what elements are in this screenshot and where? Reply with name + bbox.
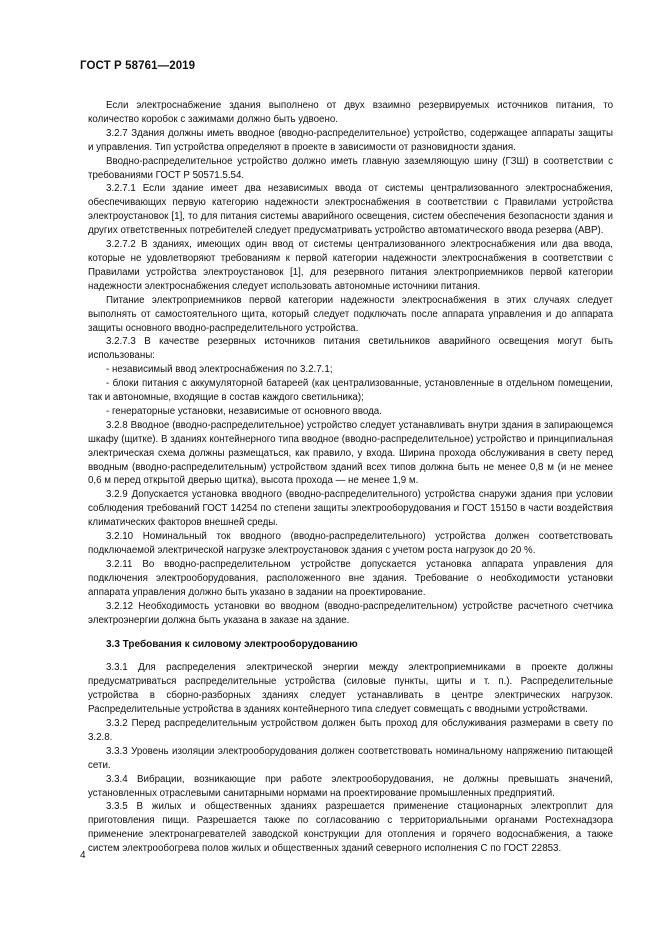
paragraph: 3.3.1 Для распределения электрической энергии между электроприемниками в проекте должны предусматриваться распределительные устройства (силовые пункты, щиты и т. п.). Распределительные устройства в сборно-разборных зданиях следует устанавливать в центре электрических нагрузок. Распределительные устройства в зданиях контейнерного типа следует совмещать с вводными устройствами. xyxy=(88,662,613,716)
paragraph: 3.3.5 В жилых и общественных зданиях разрешается применение стационарных электроплит для приготовления пищи. Разрешается также по согласованию с территориальными органами Ростехнадзора применение электронагревателей заводской конструкции для отопления и горячего водоснабжения, а также систем электрообогрева полов жилых и общественных зданий северного исполнения С по ГОСТ 22853. xyxy=(88,801,613,855)
paragraph: 3.2.7 Здания должны иметь вводное (вводно-распределительное) устройство, содержащее аппараты защиты и управления. Тип устройства определяют в проекте в зависимости от разновидности здания. xyxy=(88,127,613,153)
paragraph: 3.3.3 Уровень изоляции электрооборудования должен соответствовать номинальному напряжению питающей сети. xyxy=(88,745,613,771)
document-header: ГОСТ Р 58761—2019 xyxy=(80,60,196,72)
paragraph: 3.2.12 Необходимость установки во вводном (вводно-распределительном) устройстве расчетного счетчика электроэнергии должна быть указана в заказе на здание. xyxy=(88,600,613,626)
paragraph: Питание электроприемников первой категории надежности электроснабжения в этих случаях следует выполнять от самостоятельного щита, который следует подключать после аппарата управления и до аппарата защиты основного вводно-распределительного устройства. xyxy=(88,294,613,334)
paragraph: 3.2.7.2 В зданиях, имеющих один ввод от системы централизованного электроснабжения или два ввода, которые не удовлетворяют требованиям к первой категории надежности электроснабжения в соответствии с Правилами устройства электроустановок [1], для резервного питания электроприемников первой категории надежности электроснабжения следует использовать автономные источники питания. xyxy=(88,239,613,292)
paragraph: 3.2.7.3 В качестве резервных источников питания светильников аварийного освещения могут быть использованы: xyxy=(88,336,613,362)
paragraph: 3.2.7.1 Если здание имеет два независимых ввода от системы централизованного электроснабжения, обеспечивающих первую категорию надежности электроснабжения в соответствии с Правилами устройства электроустановок [1], то для питания системы аварийного освещения, систем обеспечения безопасности здания и других ответственных потребителей следует предусматривать устройство автоматического ввода резерва (АВР). xyxy=(88,183,613,237)
list-item: - блоки питания с аккумуляторной батареей (как централизованные, установленные в отдельном помещении, так и автономные, входящие в состав каждого светильника); xyxy=(88,378,613,404)
paragraph: 3.2.10 Номинальный ток вводного (вводно-распределительного) устройства должен соответствовать подключаемой электрической нагрузке электроустановок здания с учетом роста нагрузок до 20 %. xyxy=(88,531,613,556)
page-body xyxy=(88,99,613,856)
section-heading: 3.3 Требования к силовому электрооборудованию xyxy=(106,639,358,651)
list-item: - генераторные установки, независимые от основного ввода. xyxy=(106,405,382,417)
paragraph: Вводно-распределительное устройство должно иметь главную заземляющую шину (ГЗШ) в соответствии с требованиями ГОСТ Р 50571.5.54. xyxy=(88,155,613,181)
page-number: 4 xyxy=(80,850,86,861)
paragraph: 3.3.2 Перед распределительным устройством должен быть проход для обслуживания размерами в свету по 3.2.8. xyxy=(88,717,613,743)
list-item: - независимый ввод электроснабжения по 3.2.7.1; xyxy=(106,364,333,376)
paragraph: 3.2.8 Вводное (вводно-распределительное) устройство следует устанавливать внутри здания в запирающемся шкафу (щитке). В зданиях контейнерного типа вводное (вводно-распределительное) устройство и принципиальная электрическая схема должны размещаться, как правило, у входа. Ширина прохода обслуживания в свету перед вводным (вводно-распределительным) устройством зданий всех типов должна быть не менее 0,8 м (и не менее 0,6 м перед открытой дверью щитка), высота прохода — не менее 1,9 м. xyxy=(88,419,613,487)
paragraph: 3.2.9 Допускается установка вводного (вводно-распределительного) устройства снаружи здания при условии соблюдения требований ГОСТ 14254 по степени защиты электрооборудования и ГОСТ 15150 в части воздействия климатических факторов внешней среды. xyxy=(88,489,613,529)
paragraph: 3.2.11 Во вводно-распределительном устройстве допускается установка аппарата управления для подключения электрооборудования, расположенного вне здания. Требование о необходимости установки аппарата управления должно быть указано в задании на проектирование. xyxy=(88,558,613,598)
paragraph: Если электроснабжение здания выполнено от двух взаимно резервируемых источников питания, то количество коробок с зажимами должно быть удвоено. xyxy=(88,100,613,125)
paragraph: 3.3.4 Вибрации, возникающие при работе электрооборудования, не должны превышать значений, установленных отраслевыми санитарными нормами на проектирование промышленных предприятий. xyxy=(88,773,613,799)
